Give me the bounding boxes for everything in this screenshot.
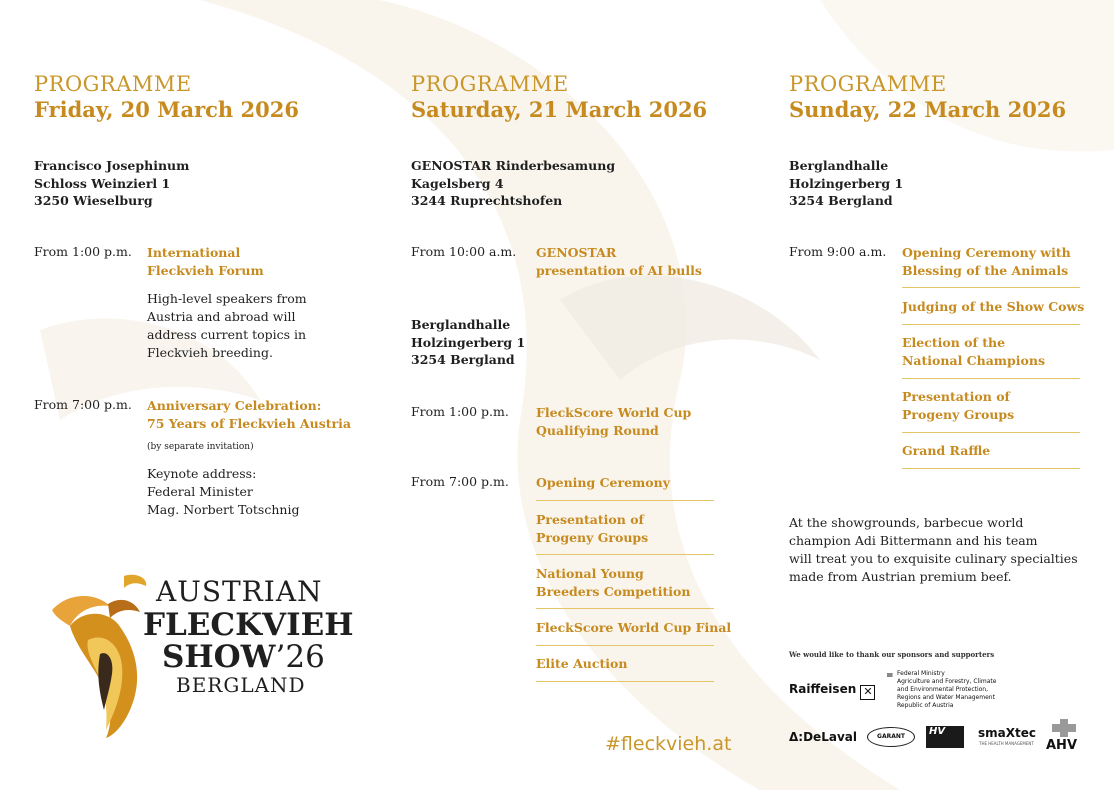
event-title: Anniversary Celebration: 75 Years of Fleckvieh Austria bbox=[147, 398, 351, 431]
divider bbox=[902, 324, 1080, 325]
divider bbox=[536, 608, 714, 609]
hv-logo: HV bbox=[926, 726, 964, 748]
list-item: Presentation of Progeny Groups bbox=[902, 389, 1015, 422]
smaxtec-subline: THE HEALTH MANAGEMENT bbox=[979, 741, 1034, 746]
event-time: From 7:00 p.m. bbox=[411, 474, 509, 489]
list-item: Election of the National Champions bbox=[902, 335, 1045, 368]
programme-heading: PROGRAMME bbox=[34, 72, 192, 96]
programme-sunday bbox=[789, 72, 1114, 458]
list-item: Opening Ceremony with Blessing of the Animals bbox=[902, 245, 1071, 278]
divider bbox=[902, 287, 1080, 288]
event-time: From 1:00 p.m. bbox=[411, 404, 509, 419]
event-time: From 1:00 p.m. bbox=[34, 244, 132, 259]
list-item: National Young Breeders Competition bbox=[536, 566, 691, 599]
ahv-logo: AHV bbox=[1046, 738, 1078, 753]
logo-austrian: AUSTRIAN bbox=[156, 575, 323, 608]
divider bbox=[902, 468, 1080, 469]
venue-address: Francisco Josephinum Schloss Weinzierl 1 3250 Wieselburg bbox=[34, 158, 190, 208]
delaval-logo: ᐃ:DeLaval bbox=[789, 730, 857, 744]
garant-logo: GARANT bbox=[867, 727, 915, 747]
programme-saturday bbox=[411, 72, 751, 671]
list-item: Opening Ceremony bbox=[536, 475, 670, 490]
list-item: Presentation of Progeny Groups bbox=[536, 512, 649, 545]
smaxtec-logo: smaXtec bbox=[978, 726, 1036, 740]
fleckvieh-flame-logo-icon bbox=[48, 570, 158, 740]
event-time: From 10:00 a.m. bbox=[411, 244, 517, 259]
programme-heading: PROGRAMME bbox=[411, 72, 569, 96]
event-title: GENOSTAR presentation of AI bulls bbox=[536, 245, 702, 278]
logo-bergland: BERGLAND bbox=[176, 673, 306, 697]
ministry-logo: Federal Ministry Agriculture and Forestry, Climate and Environmental Protection, Regions and Water Management Republic of Austria bbox=[897, 670, 997, 709]
delaval-icon: ᐃ: bbox=[789, 730, 804, 744]
ahv-cross-icon bbox=[1052, 719, 1076, 737]
venue-address: Berglandhalle Holzingerberg 1 3254 Bergland bbox=[789, 158, 904, 208]
logo-show: SHOW’26 bbox=[162, 639, 325, 675]
divider bbox=[536, 681, 714, 682]
programme-heading: PROGRAMME bbox=[789, 72, 947, 96]
venue-address-2: Berglandhalle Holzingerberg 1 3254 Bergland bbox=[411, 317, 526, 367]
raiffeisen-cross-icon: ✕ bbox=[860, 685, 875, 700]
divider bbox=[902, 378, 1080, 379]
sponsors-thanks: We would like to thank our sponsors and supporters bbox=[789, 650, 995, 659]
hashtag-link[interactable]: #fleckvieh.at bbox=[605, 733, 732, 755]
list-item: Grand Raffle bbox=[902, 443, 991, 458]
event-description: Keynote address: Federal Minister Mag. Norbert Totschnig bbox=[147, 466, 300, 517]
list-item: FleckScore World Cup Final bbox=[536, 620, 732, 635]
divider bbox=[536, 645, 714, 646]
venue-address: GENOSTAR Rinderbesamung Kagelsberg 4 3244 Ruprechtshofen bbox=[411, 158, 616, 208]
programme-friday bbox=[34, 72, 374, 517]
event-note: (by separate invitation) bbox=[147, 442, 254, 452]
raiffeisen-logo: Raiffeisen ✕ bbox=[789, 682, 875, 700]
day-heading: Friday, 20 March 2026 bbox=[34, 97, 299, 122]
event-title: International Fleckvieh Forum bbox=[147, 245, 264, 278]
event-description: High-level speakers from Austria and abroad will address current topics in Fleckvieh breeding. bbox=[147, 291, 307, 360]
divider bbox=[536, 500, 714, 501]
day-heading: Saturday, 21 March 2026 bbox=[411, 97, 708, 122]
divider bbox=[902, 432, 1080, 433]
divider bbox=[536, 554, 714, 555]
event-title: FleckScore World Cup Qualifying Round bbox=[536, 405, 692, 438]
list-item: Judging of the Show Cows bbox=[902, 299, 1085, 314]
event-time: From 9:00 a.m. bbox=[789, 244, 887, 259]
catering-note: At the showgrounds, barbecue world champion Adi Bittermann and his team will treat you to exquisite culinary specialties made from Austrian premium beef. bbox=[789, 515, 1078, 584]
austria-flag-icon: = bbox=[886, 671, 894, 681]
day-heading: Sunday, 22 March 2026 bbox=[789, 97, 1067, 122]
logo-fleckvieh: FLECKVIEH bbox=[143, 607, 354, 643]
list-item: Elite Auction bbox=[536, 656, 628, 671]
event-time: From 7:00 p.m. bbox=[34, 397, 132, 412]
